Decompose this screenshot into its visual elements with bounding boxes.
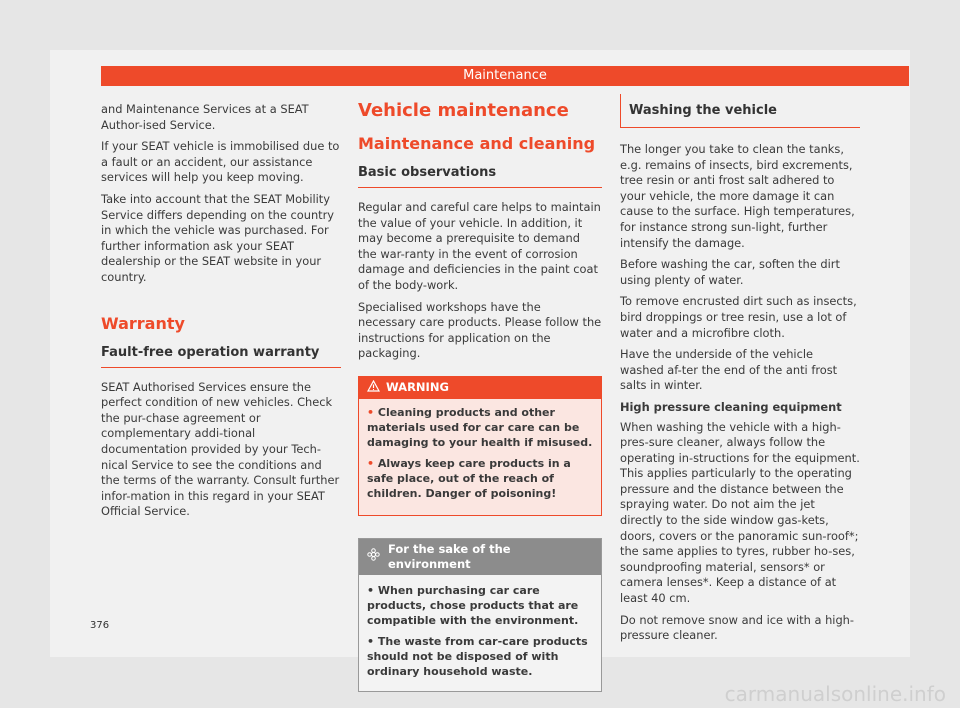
warning-title: WARNING xyxy=(386,380,449,395)
watermark: carmanualsonline.info xyxy=(724,682,946,706)
column-right xyxy=(620,94,860,650)
flower-icon xyxy=(367,548,380,565)
environment-title: For the sake of the environment xyxy=(388,541,511,571)
warranty-subheading: Fault-free operation warranty xyxy=(101,344,341,368)
paragraph: Have the underside of the vehicle washed af-ter the end of the anti frost salts in winter. xyxy=(620,347,838,393)
column-middle xyxy=(358,100,602,692)
warranty-heading: Warranty xyxy=(101,313,185,333)
section-header: Maintenance xyxy=(101,66,909,86)
page-title: Vehicle maintenance xyxy=(358,100,569,121)
paragraph: If your SEAT vehicle is immobilised due to a fault or an accident, our assistance services will help you keep moving. xyxy=(101,139,340,185)
warning-header xyxy=(359,377,601,399)
washing-heading: Washing the vehicle xyxy=(620,94,860,128)
warning-box xyxy=(358,376,602,516)
environment-item: • The waste from car-care products should not be disposed of with ordinary household waste. xyxy=(367,634,588,678)
paragraph: Take into account that the SEAT Mobility Service differs depending on the country in which the vehicle was purchased. For further information ask your SEAT dealership or the SEAT website in your country. xyxy=(101,191,335,284)
paragraph: Before washing the car, soften the dirt using plenty of water. xyxy=(620,257,840,287)
paragraph: Specialised workshops have the necessary care products. Please follow the instructions for application on the packaging. xyxy=(358,299,602,361)
environment-header xyxy=(359,539,601,575)
paragraph: The longer you take to clean the tanks, e.g. remains of insects, bird excrements, tree resin or anti frost salt adhered to your vehicle, the more damage it can cause to the surface. High temperatures, for instance strong sun-light, further intensify the damage. xyxy=(620,142,855,250)
warning-icon xyxy=(367,380,380,396)
environment-item: • When purchasing car care products, chose products that are compatible with the environment. xyxy=(367,583,579,627)
subsection-title: Basic observations xyxy=(358,164,602,188)
paragraph: SEAT Authorised Services ensure the perfect condition of new vehicles. Check the pur-chase agreement or complementary addi-tional documentation provided by your Tech-nical Service to see the conditions and the terms of the warranty. Consult further infor-mation in this regard in your SEAT Official Service. xyxy=(101,379,340,519)
section-title: Maintenance and cleaning xyxy=(358,134,596,153)
page xyxy=(50,50,910,678)
paragraph: When washing the vehicle with a high-pres-sure cleaner, always follow the operating in-structions for the equipment. This applies particularly to the operating pressure and the distance between the spraying water. Do not aim the jet directly to the side window gas-kets, doors, covers or the panoramic sun-roof*; the same applies to tyres, rubber ho-ses, soundproofing material, sensors* or camera lenses*. Keep a distance of at least 40 cm. xyxy=(620,419,860,606)
warning-item: • Always keep care products in a safe place, out of the reach of children. Danger of poisoning! xyxy=(367,456,571,500)
paragraph: Regular and careful care helps to maintain the value of your vehicle. In addition, it may become a prerequisite to demand the war-ranty in the event of corrosion damage and deficiencies in the paint coat of the body-work. xyxy=(358,200,601,292)
column-left xyxy=(101,102,341,526)
warning-item: • Cleaning products and other materials used for car care can be damaging to your health if misused. xyxy=(367,405,593,449)
page-number: 376 xyxy=(90,620,110,631)
paragraph: Do not remove snow and ice with a high-pressure cleaner. xyxy=(620,612,855,643)
paragraph: and Maintenance Services at a SEAT Author-ised Service. xyxy=(101,102,309,132)
paragraph: To remove encrusted dirt such as insects, bird droppings or tree resin, use a lot of water and a microfibre cloth. xyxy=(620,294,857,340)
environment-box xyxy=(358,538,602,692)
pressure-subheading: High pressure cleaning equipment xyxy=(620,399,842,414)
